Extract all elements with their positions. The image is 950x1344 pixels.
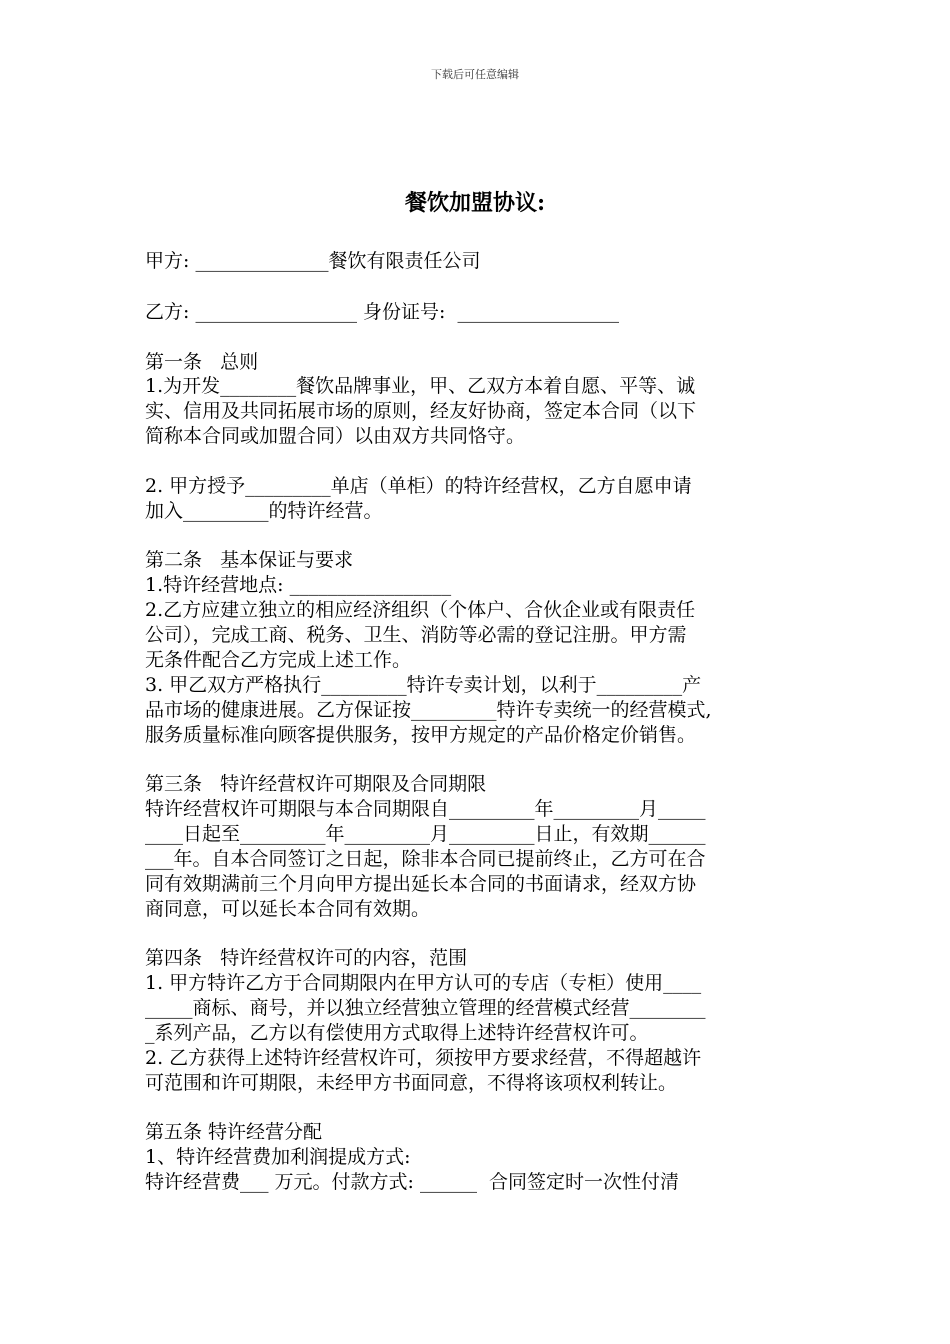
article-4-text: 2. 乙方获得上述特许经营权许可，须按甲方要求经营，不得超越许	[145, 1047, 702, 1069]
article-2-text: 无条件配合乙方完成上述工作。	[145, 649, 412, 671]
party-b-line: 乙方: _________________ 身份证号: _________________	[145, 301, 619, 323]
article-2-text: 服务质量标准向顾客提供服务，按甲方规定的产品价格定价销售。	[145, 724, 697, 746]
article-2-heading: 第二条 基本保证与要求	[145, 549, 354, 571]
article-1-text: 简称本合同或加盟合同）以由双方共同恪守。	[145, 425, 526, 447]
article-5-text: 1、特许经营费加利润提成方式:	[145, 1146, 411, 1168]
article-1-text: 实、信用及共同拓展市场的原则，经友好协商，签定本合同（以下	[145, 400, 697, 422]
header-note: 下载后可任意编辑	[431, 68, 519, 81]
article-2-text: 2.乙方应建立独立的相应经济组织（个体户、合伙企业或有限责任	[145, 599, 696, 621]
article-5-text: 特许经营费___ 万元。付款方式: ______ 合同签定时一次性付清	[145, 1171, 680, 1193]
article-1-text: 1.为开发________餐饮品牌事业，甲、乙双方本着自愿、平等、诚	[145, 375, 696, 397]
article-4-heading: 第四条 特许经营权许可的内容，范围	[145, 947, 468, 969]
article-4-text: _系列产品，乙方以有偿使用方式取得上述特许经营权许可。	[145, 1022, 649, 1044]
article-1-text: 2. 甲方授予_________单店（单柜）的特许经营权，乙方自愿申请	[145, 475, 692, 497]
article-4-text: 1. 甲方特许乙方于合同期限内在甲方认可的专店（专柜）使用____	[145, 972, 702, 994]
article-3-text: 特许经营权许可期限与本合同期限自_________年_________月_____	[145, 798, 706, 820]
article-4-text: _____商标、商号，并以独立经营独立管理的经营模式经营________	[145, 997, 706, 1019]
party-a-line: 甲方: ______________餐饮有限责任公司	[145, 250, 481, 272]
article-2-text: 品市场的健康进展。乙方保证按_________特许专卖统一的经营模式,	[145, 699, 712, 721]
article-1-heading: 第一条 总则	[145, 351, 259, 373]
article-3-text: 商同意，可以延长本合同有效期。	[145, 898, 431, 920]
article-3-heading: 第三条 特许经营权许可期限及合同期限	[145, 773, 487, 795]
article-3-text: ___年。自本合同签订之日起，除非本合同已提前终止，乙方可在合	[145, 848, 706, 870]
article-5-heading: 第五条 特许经营分配	[145, 1121, 323, 1143]
article-2-text: 公司），完成工商、税务、卫生、消防等必需的登记注册。甲方需	[145, 624, 687, 646]
article-2-text: 1.特许经营地点: _________________	[145, 574, 452, 596]
article-4-text: 可范围和许可期限，未经甲方书面同意，不得将该项权利转让。	[145, 1072, 678, 1094]
article-2-text: 3. 甲乙双方严格执行_________特许专卖计划，以利于_________产	[145, 674, 702, 696]
article-3-text: 同有效期满前三个月向甲方提出延长本合同的书面请求，经双方协	[145, 873, 697, 895]
document-title: 餐饮加盟协议:	[404, 190, 546, 216]
article-1-text: 加入_________的特许经营。	[145, 500, 383, 522]
article-3-text: ____日起至_________年_________月_________日止，有效期______	[145, 823, 706, 845]
